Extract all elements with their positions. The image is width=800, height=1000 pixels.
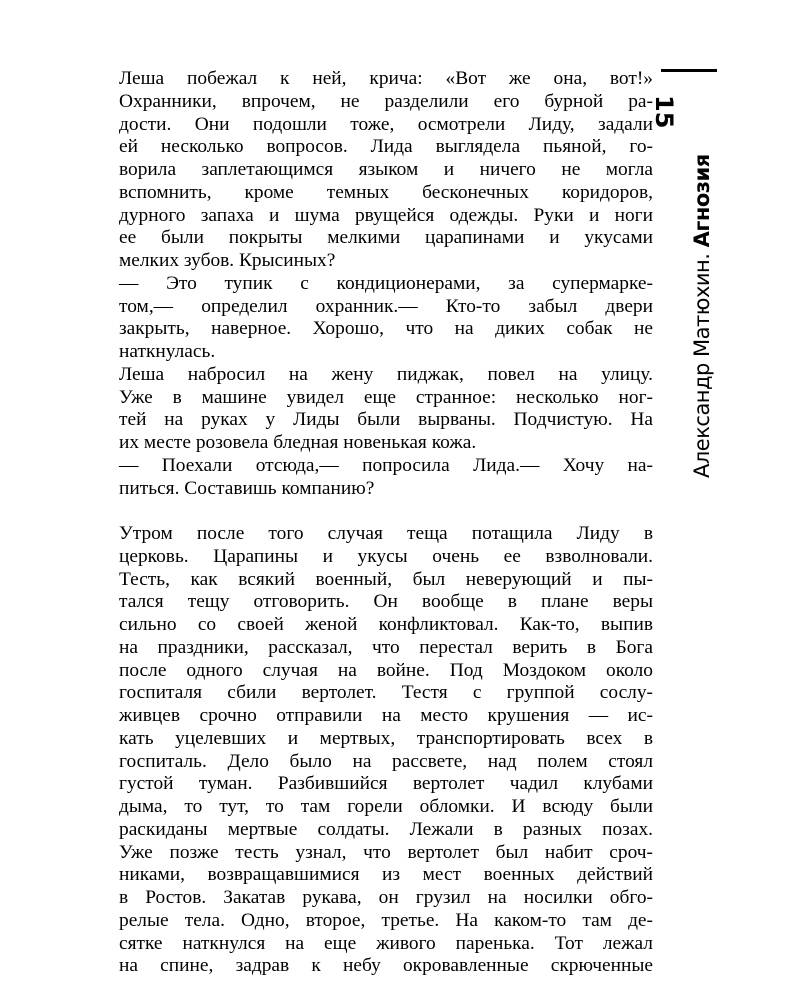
body-text (119, 68, 653, 978)
text-line: том,— определил охранник.— Кто-то забыл двери (119, 295, 653, 317)
section-break (119, 500, 653, 523)
text-line: мелких зубов. Крысиных? (119, 250, 336, 271)
text-line: раскиданы мертвые солдаты. Лежали в разных позах. (119, 818, 653, 840)
text-line: тался тещу отговорить. Он вообще в плане веры (119, 591, 653, 613)
header-rule (661, 69, 717, 72)
text-line: живцев срочно отправили на место крушения — ис- (119, 705, 653, 726)
text-line: дыма, то тут, то там горели обломки. И всюду были (119, 796, 653, 817)
running-head-text (688, 154, 716, 478)
text-line: тей на руках у Лиды были вырваны. Подчистую. На (119, 409, 653, 431)
text-line: церковь. Царапины и укусы очень ее взволновали. (119, 545, 653, 567)
text-line: закрыть, наверное. Хорошо, что на диких собак не (119, 318, 653, 340)
text-line: дурного запаха и шума рвущейся одежды. Руки и ноги (119, 204, 653, 226)
text-line: сильно со своей женой конфликтовал. Как-то, выпив (119, 614, 653, 635)
text-line: дости. Они подошли тоже, осмотрели Лиду, задали (119, 113, 653, 135)
text-line: сятке наткнулся на еще живого паренька. Тот лежал (119, 932, 653, 954)
text-line: в Ростов. Закатав рукава, он грузил на носилки обго- (119, 887, 653, 908)
text-line: Охранники, впрочем, не разделили его бурной ра- (119, 90, 653, 112)
text-line: никами, возвращавшимися из мест военных действий (119, 864, 653, 886)
page-number: 15 (650, 95, 678, 129)
text-line: вспомнить, кроме темных бесконечных коридоров, (119, 181, 653, 203)
text-line: — Это тупик с кондиционерами, за супермарке- (119, 272, 653, 294)
text-line: Тесть, как всякий военный, был неверующий и пы- (119, 568, 653, 590)
text-line: Леша набросил на жену пиджак, повел на улицу. (119, 363, 653, 385)
text-line: их месте розовела бледная новенькая кожа. (119, 432, 477, 453)
text-line: на спине, задрав к небу окровавленные скрюченные (119, 955, 653, 977)
text-line: ворила заплетающимся языком и ничего не могла (119, 159, 653, 180)
text-line: релые тела. Одно, второе, третье. На каком-то там де- (119, 909, 653, 931)
text-line: ее были покрыты мелкими царапинами и укусами (119, 227, 653, 249)
text-line: госпиталя сбили вертолет. Тестя с группой сослу- (119, 682, 653, 704)
running-head-author: Александр Матюхин. (690, 253, 714, 478)
running-head-title: Агнозия (690, 154, 714, 248)
text-line: Утром после того случая теща потащила Лиду в (119, 523, 653, 544)
text-line: Леша побежал к ней, крича: «Вот же она, вот!» (119, 68, 653, 89)
text-line: — Поехали отсюда,— попросила Лида.— Хочу на- (119, 454, 653, 476)
text-line: ей несколько вопросов. Лида выглядела пьяной, го- (119, 136, 653, 158)
text-line: на праздники, рассказал, что перестал верить в Бога (119, 636, 653, 658)
text-line: густой туман. Разбившийся вертолет чадил клубами (119, 773, 653, 795)
text-line: госпиталь. Дело было на рассвете, над полем стоял (119, 750, 653, 772)
text-line: Уже позже тесть узнал, что вертолет был набит сроч- (119, 841, 653, 863)
running-head (688, 154, 718, 478)
text-line: после одного случая на войне. Под Моздоком около (119, 659, 653, 681)
text-line: наткнулась. (119, 341, 216, 362)
text-line: питься. Составишь компанию? (119, 477, 375, 499)
text-line: кать уцелевших и мертвых, транспортировать всех в (119, 727, 653, 749)
text-line: Уже в машине увидел еще странное: несколько ног- (119, 386, 653, 408)
